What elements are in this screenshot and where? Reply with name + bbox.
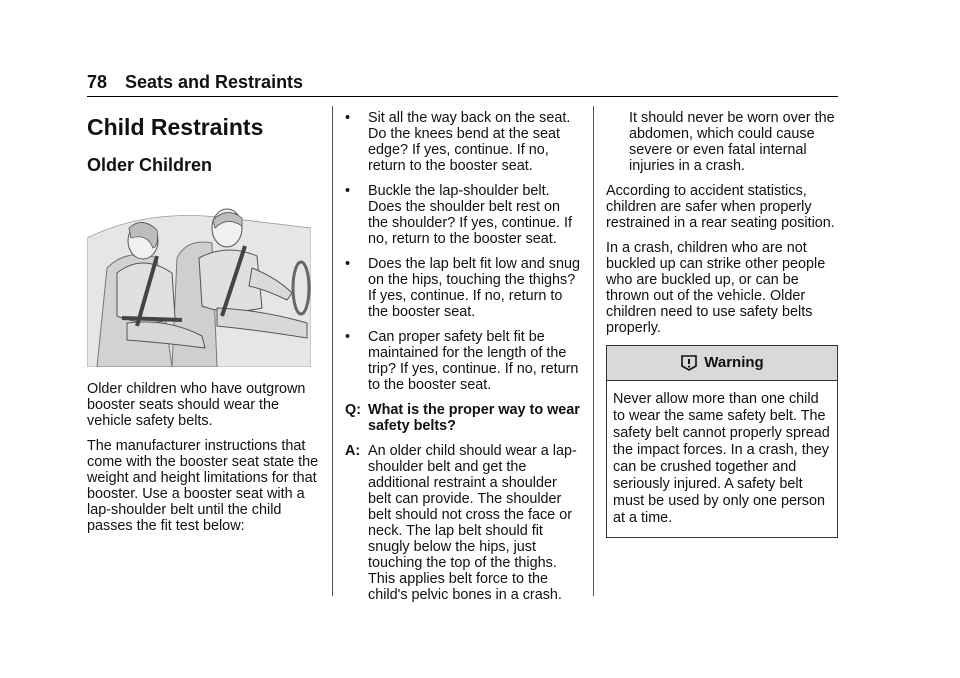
warning-box — [606, 345, 838, 538]
column-3 — [606, 110, 838, 538]
page-title: Child Restraints — [87, 114, 264, 140]
warning-header — [607, 346, 837, 381]
answer-label: A: — [345, 443, 361, 459]
seat-belt-illustration — [87, 198, 311, 367]
statistics-paragraph: According to accident statistics, children are safer when properly restrained in a rear seating position. — [606, 183, 835, 231]
section-heading: Older Children — [87, 155, 213, 175]
question-block — [345, 402, 581, 434]
fit-test-bullet — [345, 256, 581, 320]
bullet-marker: • — [345, 329, 351, 345]
bullet-text: Sit all the way back on the seat. Do the knees bend at the seat edge? If yes, continue. If no, return to the booster seat. — [368, 110, 571, 174]
bullet-marker: • — [345, 256, 351, 272]
answer-text: An older child should wear a lap-shoulder belt and get the additional restraint a shoulder belt can provide. The shoulder belt should not cross the face or neck. The lap belt should fit snugly below the hips, just touching the top of the thighs. This applies belt force to the child's pelvic bones in a crash. — [368, 443, 577, 603]
question-label: Q: — [345, 402, 361, 418]
bullet-text: Can proper safety belt fit be maintained for the length of the trip? If yes, continue. If no, return to the booster seat. — [368, 329, 579, 393]
bullet-marker: • — [345, 110, 351, 126]
warning-title: Warning — [704, 354, 764, 371]
column-divider-2 — [593, 106, 594, 596]
intro-paragraph: Older children who have outgrown booster seats should wear the vehicle safety belts. — [87, 381, 306, 429]
page-header — [87, 72, 838, 94]
warning-text: Never allow more than one child to wear the same safety belt. The safety belt cannot properly spread the impact forces. In a crash, they can be crushed together and seriously injured. A safety belt must be used by only one person at a time. — [613, 391, 830, 526]
section-title: Seats and Restraints — [125, 72, 304, 92]
question-text: What is the proper way to wear safety belts? — [368, 402, 580, 434]
answer-continuation: It should never be worn over the abdomen, which could cause severe or even fatal internal injuries in a crash. — [629, 110, 835, 174]
warning-icon — [680, 354, 698, 372]
answer-block — [345, 443, 581, 603]
header-rule — [87, 96, 838, 97]
fit-test-bullet — [345, 183, 581, 247]
bullet-text: Does the lap belt fit low and snug on the hips, touching the thighs? If yes, continue. If no, return to the booster seat. — [368, 256, 580, 320]
fit-test-bullet — [345, 110, 581, 174]
crash-paragraph: In a crash, children who are not buckled up can strike other people who are buckled up, or can be thrown out of the vehicle. Older children need to use safety belts properly. — [606, 240, 826, 336]
bullet-text: Buckle the lap-shoulder belt. Does the shoulder belt rest on the shoulder? If yes, continue. If no, return to the booster seat. — [368, 183, 572, 247]
bullet-marker: • — [345, 183, 351, 199]
instructions-paragraph: The manufacturer instructions that come with the booster seat state the weight and height limitations for that booster. Use a booster seat with a lap-shoulder belt until the child passes the fit test below: — [87, 438, 319, 534]
fit-test-bullet — [345, 329, 581, 393]
column-divider-1 — [332, 106, 333, 596]
column-2 — [345, 110, 581, 612]
page-number: 78 — [87, 72, 108, 92]
column-1 — [87, 104, 319, 543]
